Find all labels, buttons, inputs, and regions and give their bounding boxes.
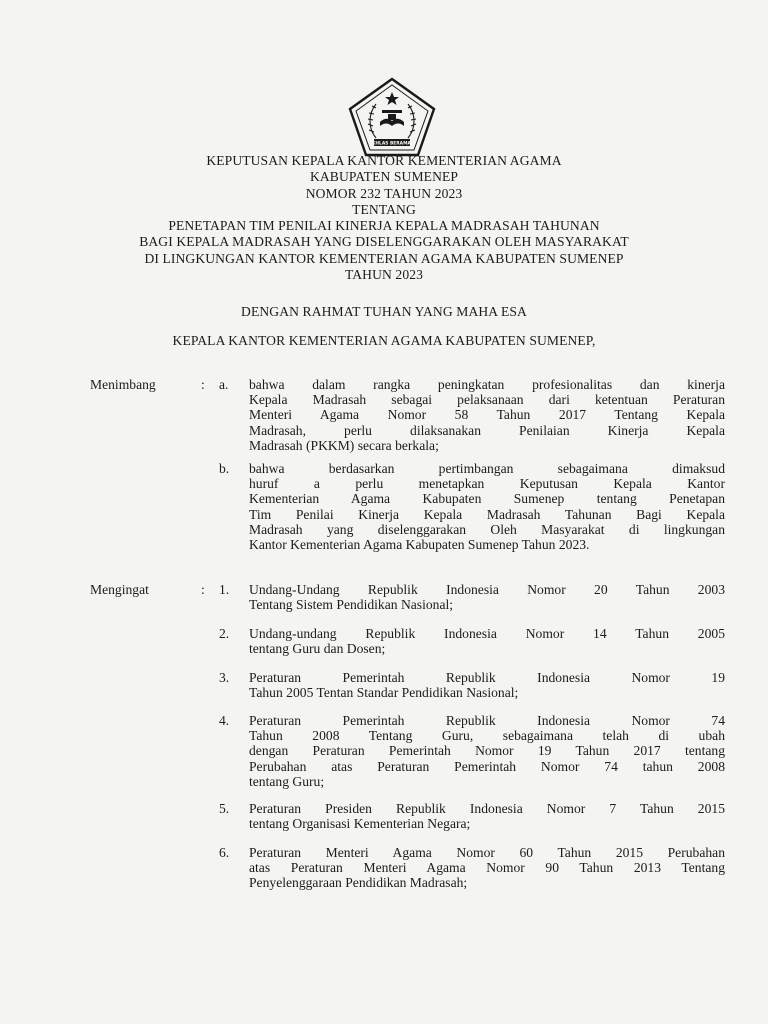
item-line: bahwa dalam rangka peningkatan profesionalitas dan kinerja	[249, 377, 725, 392]
item-line: Kementerian Agama Kabupaten Sumenep tentang Penetapan	[249, 491, 725, 507]
item-line: Penyelenggaraan Pendidikan Madrasah;	[249, 875, 468, 891]
decree-regency-line: KABUPATEN SUMENEP	[309, 169, 459, 185]
item-line: atas Peraturan Menteri Agama Nomor 90 Tahun 2013 Tentang	[249, 860, 725, 876]
emblem-ribbon-text: IKHLAS BERAMAL	[370, 141, 414, 147]
item-line: Madrasah (PKKM) secara berkala;	[249, 437, 439, 453]
item-line: Tahun 2008 Tentang Guru, sebagaimana telah di ubah	[249, 728, 725, 744]
item-line: Peraturan Menteri Agama Nomor 60 Tahun 2015 Perubahan	[249, 845, 725, 860]
decree-subject-line: TAHUN 2023	[344, 266, 424, 282]
official-line	[80, 333, 688, 349]
decree-title-line: KEPUTUSAN KEPALA KANTOR KEMENTERIAN AGAMA	[206, 153, 562, 168]
item-text	[249, 801, 725, 831]
item-line: Undang-Undang Republik Indonesia Nomor 20 Tahun 2003	[249, 582, 725, 597]
decree-subject-line: PENETAPAN TIM PENILAI KINERJA KEPALA MADRASAH TAHUNAN	[168, 218, 600, 233]
menimbang-colon: :	[201, 377, 205, 392]
item-line: Menteri Agama Nomor 58 Tahun 2017 Tentang Kepala	[249, 407, 725, 423]
item-marker: 6.	[219, 845, 230, 860]
item-line: Tim Penilai Kinerja Kepala Madrasah Tahunan Bagi Kepala	[249, 506, 725, 522]
item-line: Perubahan atas Peraturan Pemerintah Nomor 74 tahun 2008	[249, 758, 725, 774]
item-line: Tentang Sistem Pendidikan Nasional;	[249, 597, 454, 613]
item-line: Madrasah, perlu dilaksanakan Penilaian Kinerja Kepala	[249, 422, 725, 438]
item-line: tentang Guru dan Dosen;	[249, 641, 386, 657]
item-line: Peraturan Presiden Republik Indonesia Nomor 7 Tahun 2015	[249, 801, 725, 816]
item-text	[249, 461, 725, 552]
item-marker: 5.	[219, 801, 230, 816]
item-marker: b.	[219, 461, 230, 476]
item-text	[249, 670, 725, 700]
item-line: Peraturan Pemerintah Republik Indonesia Nomor 19	[249, 670, 725, 685]
item-text	[249, 713, 725, 789]
decree-subject-line: BAGI KEPALA MADRASAH YANG DISELENGGARAKAN OLEH MASYARAKAT	[139, 234, 629, 250]
kemenag-emblem-icon	[346, 76, 438, 158]
decree-about-line: TENTANG	[352, 201, 416, 217]
mengingat-colon: :	[201, 582, 205, 597]
official-text: KEPALA KANTOR KEMENTERIAN AGAMA KABUPATEN SUMENEP,	[172, 333, 596, 348]
item-line: Madrasah yang diselenggarakan Oleh Masyarakat di lingkungan	[249, 521, 725, 537]
item-text	[249, 582, 725, 612]
item-marker: 1.	[219, 582, 230, 597]
item-line: Tahun 2005 Tentan Standar Pendidikan Nasional;	[249, 685, 519, 701]
item-line: dengan Peraturan Pemerintah Nomor 19 Tahun 2017 tentang	[249, 743, 725, 759]
decree-subject-block	[80, 218, 688, 283]
item-text	[249, 377, 725, 453]
decree-title-block	[80, 153, 688, 218]
item-line: Undang-undang Republik Indonesia Nomor 14 Tahun 2005	[249, 626, 725, 641]
decree-subject-line: DI LINGKUNGAN KANTOR KEMENTERIAN AGAMA KABUPATEN SUMENEP	[144, 250, 624, 266]
item-line: Peraturan Pemerintah Republik Indonesia Nomor 74	[249, 713, 725, 728]
item-line: tentang Organisasi Kementerian Negara;	[249, 816, 471, 832]
item-marker: 3.	[219, 670, 230, 685]
item-text	[249, 626, 725, 656]
blessing-line	[80, 304, 688, 320]
item-line: Kantor Kementerian Agama Kabupaten Sumenep Tahun 2023.	[249, 536, 590, 552]
menimbang-label: Menimbang	[90, 377, 156, 392]
item-text	[249, 845, 725, 891]
item-marker: 4.	[219, 713, 230, 728]
item-line: huruf a perlu menetapkan Keputusan Kepala Kantor	[249, 476, 725, 492]
item-line: Kepala Madrasah sebagai pelaksanaan dari ketentuan Peraturan	[249, 392, 725, 408]
mengingat-label: Mengingat	[90, 582, 149, 597]
item-line: bahwa berdasarkan pertimbangan sebagaimana dimaksud	[249, 461, 725, 476]
blessing-text: DENGAN RAHMAT TUHAN YANG MAHA ESA	[241, 304, 527, 319]
item-marker: a.	[219, 377, 229, 392]
decree-number-line: NOMOR 232 TAHUN 2023	[305, 185, 463, 201]
item-line: tentang Guru;	[249, 773, 325, 789]
item-marker: 2.	[219, 626, 230, 641]
